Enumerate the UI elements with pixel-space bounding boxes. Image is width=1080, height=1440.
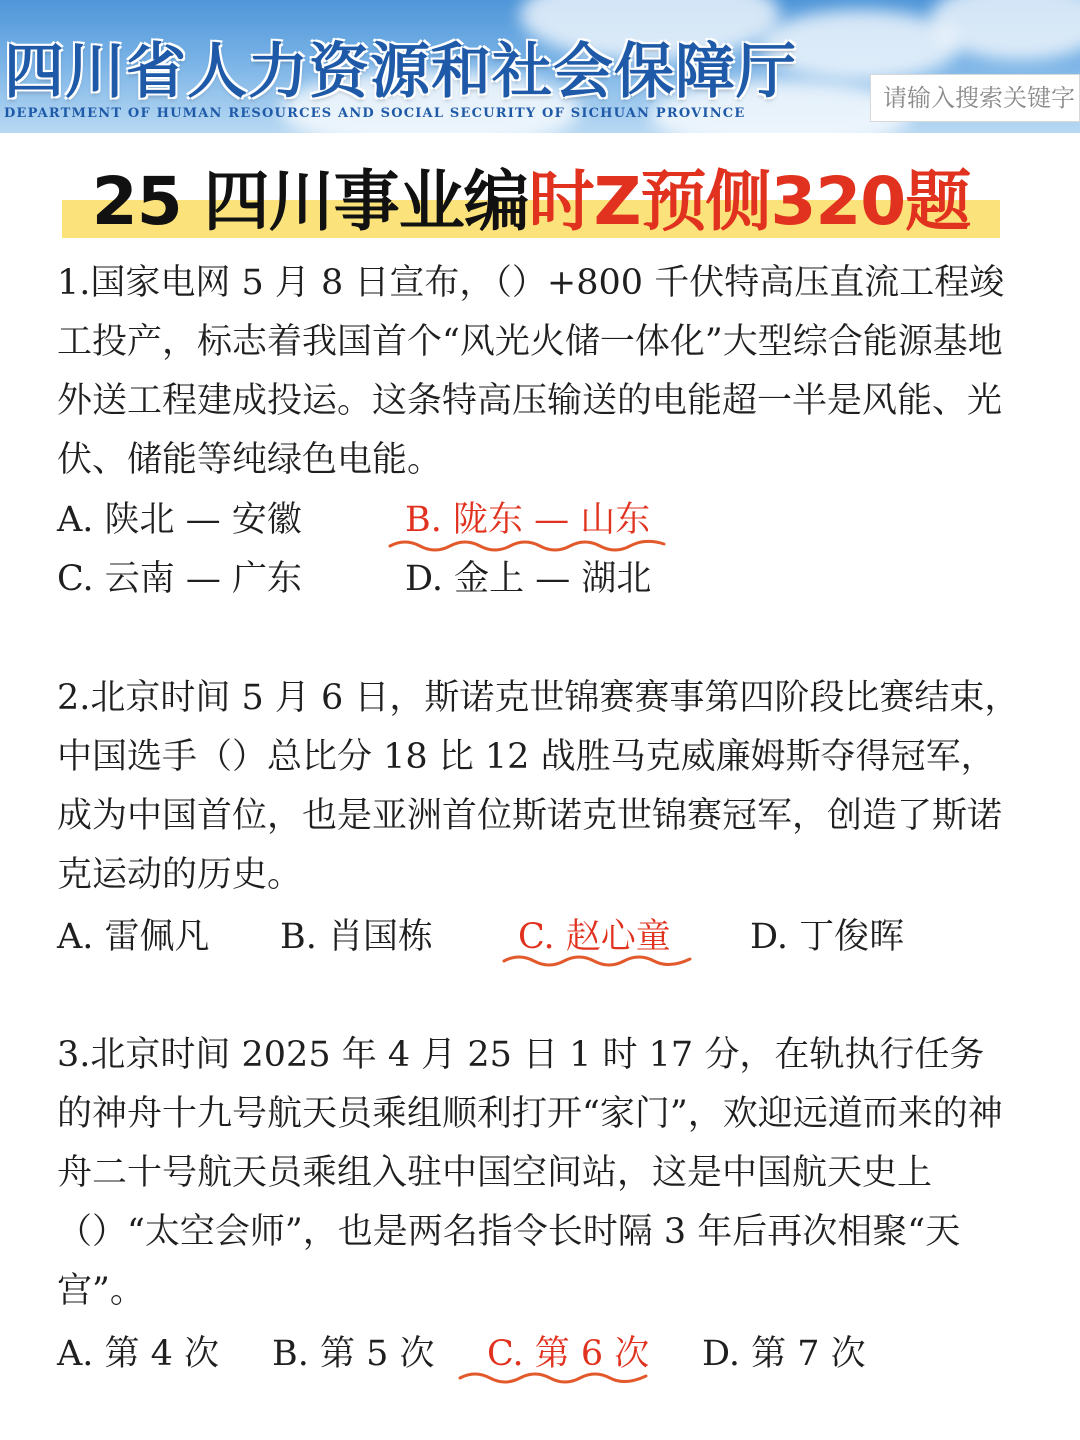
- question-1-option-d[interactable]: D. 金上 — 湖北: [405, 559, 652, 599]
- question-3-option-a[interactable]: A. 第 4 次: [57, 1334, 220, 1374]
- search-box[interactable]: [870, 74, 1080, 122]
- question-3-text: 3.北京时间 2025 年 4 月 25 日 1 时 17 分，在轨执行任务的神舟十九号航天员乘组顺利打开“家门”，欢迎远道而来的神舟二十号航天员乘组入驻中国空间站，这是中国航天史上（）“太空会师”，也是两名指令长时隔 3 年后再次相聚“天宫”。: [57, 1035, 1003, 1311]
- question-1-option-a[interactable]: A. 陕北 — 安徽: [57, 500, 302, 540]
- question-2-answer-underline: [502, 951, 692, 969]
- question-2-option-a[interactable]: A. 雷佩凡: [57, 917, 210, 957]
- question-3-option-c[interactable]: C. 第 6 次: [487, 1334, 650, 1374]
- question-1-answer-underline: [388, 536, 666, 554]
- headline: [62, 160, 1000, 244]
- question-3-answer-underline: [458, 1368, 648, 1386]
- question-3-option-d[interactable]: D. 第 7 次: [702, 1334, 866, 1374]
- header-banner: [0, 0, 1080, 133]
- question-1-option-c[interactable]: C. 云南 — 广东: [57, 559, 303, 599]
- headline-text: [62, 160, 1000, 244]
- headline-part-2: 时Z预侧320题: [528, 163, 971, 240]
- question-2-option-d[interactable]: D. 丁俊晖: [750, 917, 905, 957]
- question-2-option-c[interactable]: C. 赵心童: [518, 917, 671, 957]
- question-1-text: 1.国家电网 5 月 8 日宣布，（）+800 千伏特高压直流工程竣工投产，标志着我国首个“风光火储一体化”大型综合能源基地外送工程建成投运。这条特高压输送的电能超一半是风能、光伏、储能等纯绿色电能。: [57, 263, 1005, 480]
- question-3-option-b[interactable]: B. 第 5 次: [272, 1334, 435, 1374]
- question-2-option-b[interactable]: B. 肖国栋: [280, 917, 433, 957]
- question-2-text: 2.北京时间 5 月 6 日，斯诺克世锦赛赛事第四阶段比赛结束，中国选手（）总比分 18 比 12 战胜马克威廉姆斯夺得冠军，成为中国首位，也是亚洲首位斯诺克世锦赛冠军，创造了斯诺克运动的历史。: [57, 678, 1020, 895]
- question-1-option-b[interactable]: B. 陇东 — 山东: [405, 500, 651, 540]
- site-subtitle: DEPARTMENT OF HUMAN RESOURCES AND SOCIAL SECURITY OF SICHUAN PROVINCE: [4, 106, 746, 121]
- headline-part-1: 25 四川事业编: [91, 163, 529, 240]
- site-title[interactable]: 四川省人力资源和社会保障厅: [4, 37, 797, 107]
- search-input[interactable]: [871, 75, 1080, 121]
